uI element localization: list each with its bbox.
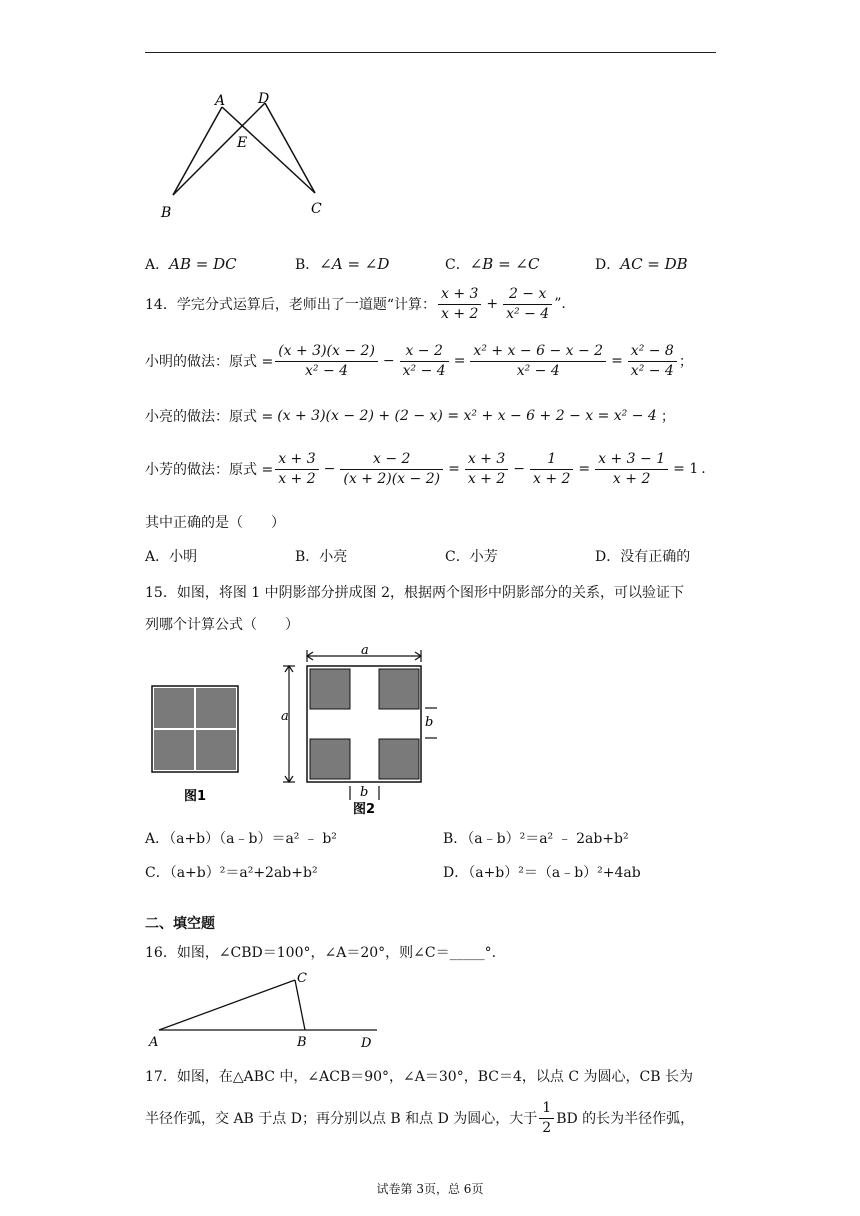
figure-q15-fig2 [275,640,445,820]
q14-frac-2: $\frac{2 - x}{\text{x² − 4}}$ [503,285,552,324]
q15-option-a: A．（a+b）（a﹣b）＝a² ﹣ b² [145,831,337,847]
label-a: A [215,93,226,109]
figure-q15-fig1 [148,682,244,806]
q14-option-d: D．没有正确的 [595,549,691,565]
section-heading-fill-blank: 二、填空题 [145,916,215,932]
q17-line2: 半径作弧，交 AB 于点 D；再分别以点 B 和点 D 为圆心，大于 $\frac{1}{2}$ BD 的长为半径作弧， [145,1099,695,1136]
segment-db [173,103,265,195]
figure-q13 [145,85,345,225]
q14-stem: 14．学完分式运算后，老师出了一道题“计算： $\frac{x + 3}{x + 2}$ + $\frac{2 - x}{\text{x² − 4}}$ ”. [145,285,566,322]
label-c: C [311,201,322,217]
q14-option-a: A．小明 [145,549,198,565]
fig2-label-a-left: a [281,709,289,724]
q16-label-d: D [361,1036,372,1050]
q15-option-c: C．（a+b）²＝a²+2ab+b² [145,865,318,881]
segment-ab [173,107,222,195]
q14-option-c: C．小芳 [445,549,498,565]
q14-frac-1: $\frac{x + 3}{x + 2}$ [438,285,481,324]
label-b: B [161,205,172,221]
q15-option-d: D．（a+b）²＝（a﹣b）²+4ab [443,865,641,881]
fig1-caption: 图1 [184,789,207,804]
q13-option-c: C．∠B = ∠C [445,255,540,273]
q13-option-d: D．AC = DB [595,255,688,273]
label-e: E [237,135,248,151]
segment-ac [222,107,315,193]
q17-line1: 17．如图，在△ABC 中，∠ACB＝90°，∠A＝30°，BC＝4，以点 C 为圆心，CB 长为 [145,1069,693,1085]
label-d: D [258,91,270,107]
segment-dc [265,103,315,193]
q16-text: 16．如图，∠CBD＝100°，∠A＝20°，则∠C＝_____°. [145,945,497,961]
q15-option-b: B．（a﹣b）²＝a² ﹣ 2ab+b² [443,831,629,847]
q14-option-b: B．小亮 [295,549,348,565]
header-rule [145,52,716,53]
q14-xiaoliang: 小亮的做法：原式 = (x + 3)(x − 2) + (2 − x) = x² + x − 6 + 2 − x = x² − 4 ； [145,408,675,425]
q16-label-a: A [149,1035,159,1050]
q16-label-b: B [297,1035,307,1050]
q14-question: 其中正确的是（ ） [145,515,285,531]
q16-label-c: C [297,971,307,986]
q14-xiaoming: 小明的做法：原式 = $\frac{(x + 3)(x - 2)}{\text{x² − 4}}$ − $\frac{x - 2}{\text{x² − 4}}$ = $\frac{\text{x² + x − 6 − x − 2}}{\text{x² − 4}}$ = $\frac{\text{x² − 8}}{\text{x² − 4}}$ ； [145,342,693,379]
fig2-caption: 图2 [353,802,376,817]
q15-line1: 15．如图，将图 1 中阴影部分拼成图 2，根据两个图形中阴影部分的关系，可以验证下 [145,585,684,601]
q13-option-a: A．AB = DC [145,255,237,273]
q13-option-b: B．∠A = ∠D [295,255,390,273]
fig2-label-a-top: a [361,643,369,658]
fig2-label-b-right: b [425,715,434,730]
q15-line2: 列哪个计算公式（ ） [145,617,299,633]
figure-q16 [145,968,385,1050]
q14-xiaofang: 小芳的做法：原式 = $\frac{x + 3}{x + 2}$ − $\frac{x - 2}{(x + 2)(x - 2)}$ = $\frac{x + 3}{x + 2}$ − $\frac{1}{x + 2}$ = $\frac{x + 3 - 1}{x + 2}$ = 1 . [145,450,706,487]
fig2-label-b-bottom: b [360,785,369,800]
page-footer: 试卷第 3页，总 6页 [376,1182,484,1196]
